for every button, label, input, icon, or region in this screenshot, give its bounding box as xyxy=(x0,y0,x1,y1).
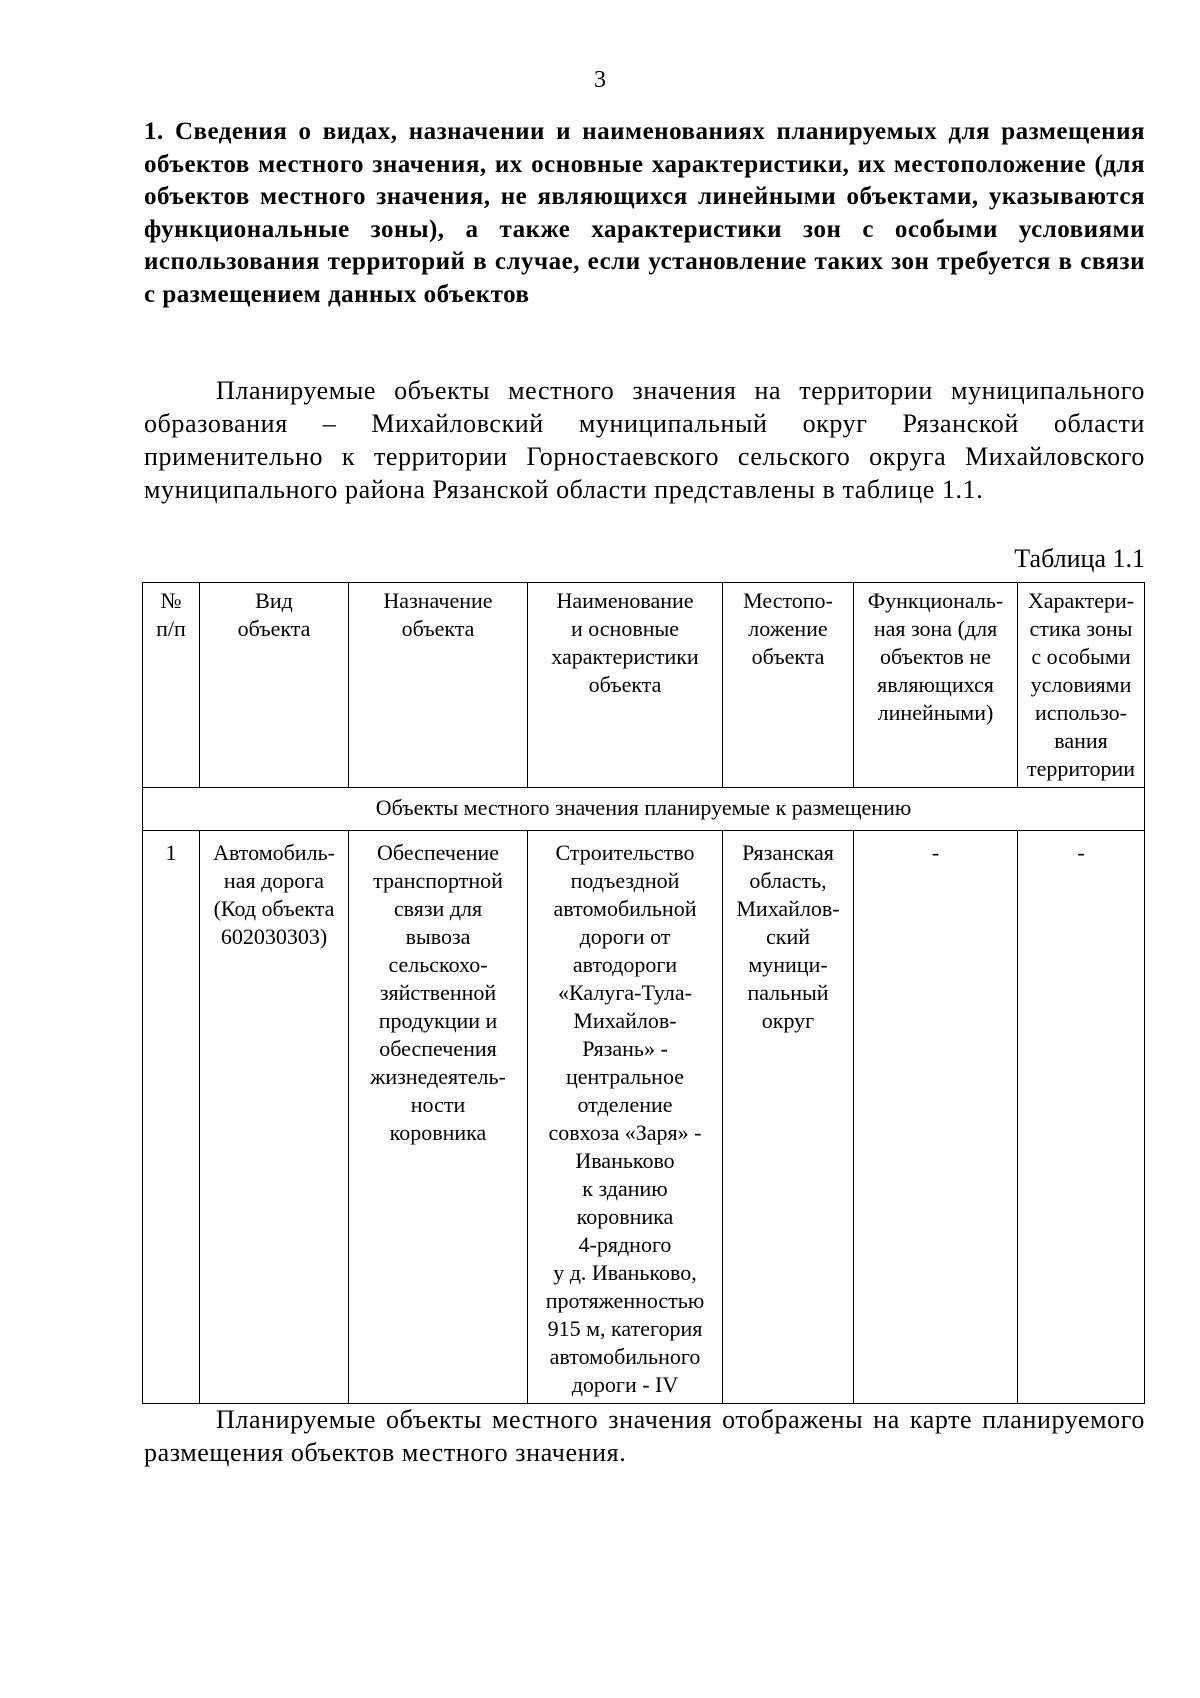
section-heading: 1. Сведения о видах, назначении и наименованиях планируемых для размещения объектов местного значения, их основные характеристики, их местоположение (для объектов местного значения, не являющихся линейными объектами, указываются функциональные зоны), а также характеристики зон с особыми условиями использования территорий в случае, если установление таких зон требуется в связи с размещением данных объектов xyxy=(144,118,1145,308)
header-num: № п/п xyxy=(143,583,200,788)
cell-zone: - xyxy=(854,831,1018,1404)
intro-paragraph: Планируемые объекты местного значения на территории муниципального образования – Михайловский муниципальный округ Рязанской области применительно к территории Горностаевского сельского округа Михайловского муниципального района Рязанской области представлены в таблице 1.1. xyxy=(144,376,1145,504)
table-section-row xyxy=(143,788,1145,831)
cell-location: Рязанская область, Михайлов- ский муници- пальный округ xyxy=(723,831,854,1404)
section-title: Объекты местного значения планируемые к размещению xyxy=(143,788,1145,831)
header-purpose: Назначение объекта xyxy=(349,583,528,788)
table-caption: Таблица 1.1 xyxy=(1014,544,1145,573)
header-zone-conditions: Характери- стика зоны с особыми условиями использо- вания территории xyxy=(1018,583,1145,788)
cell-type: Автомобиль- ная дорога (Код объекта 602030303) xyxy=(200,831,349,1404)
table-row xyxy=(143,831,1145,1404)
header-zone: Функциональ- ная зона (для объектов не являющихся линейными) xyxy=(854,583,1018,788)
planned-objects-table xyxy=(142,582,1145,1404)
cell-num: 1 xyxy=(143,831,200,1404)
cell-name: Строительство подъездной автомобильной дороги от автодороги «Калуга-Тула- Михайлов- Рязань» - центральное отделение совхоза «Заря» - Иваньково к зданию коровника 4-рядного у д. Иваньково, протяженностью 915 м, категория автомобильного дороги - IV xyxy=(528,831,723,1404)
cell-zone-conditions: - xyxy=(1018,831,1145,1404)
page-number: 3 xyxy=(594,67,606,93)
closing-paragraph: Планируемые объекты местного значения отображены на карте планируемого размещения объектов местного значения. xyxy=(144,1405,1145,1467)
header-location: Местопо- ложение объекта xyxy=(723,583,854,788)
header-name: Наименование и основные характеристики объекта xyxy=(528,583,723,788)
cell-purpose: Обеспечение транспортной связи для вывоза сельскохо- зяйственной продукции и обеспечения жизнедеятель- ности коровника xyxy=(349,831,528,1404)
table-header-row xyxy=(143,583,1145,788)
header-type: Вид объекта xyxy=(200,583,349,788)
